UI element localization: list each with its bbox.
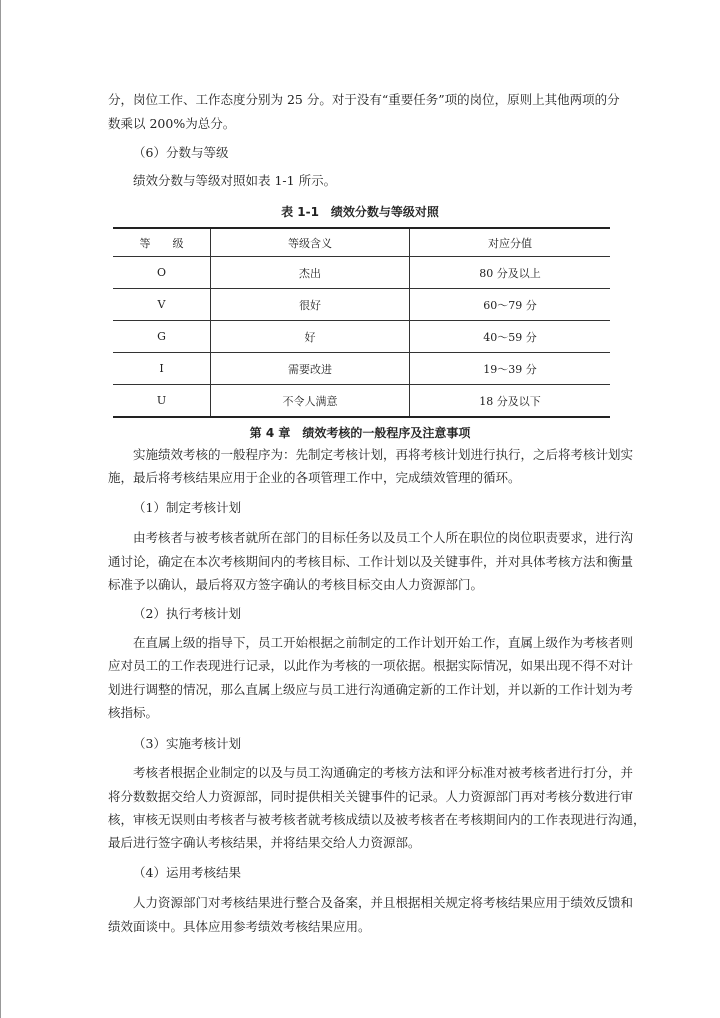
grade-table bbox=[113, 227, 610, 418]
step-line: 核指标。 bbox=[108, 705, 159, 720]
step-line: 绩效面谈中。具体应用参考绩效考核结果应用。 bbox=[108, 919, 371, 934]
table-row bbox=[113, 353, 610, 385]
cell: 不令人满意 bbox=[211, 385, 410, 418]
column-header: 对应分值 bbox=[410, 228, 611, 257]
step-heading: （3）实施考核计划 bbox=[133, 736, 241, 751]
step-line: 由考核者与被考核者就所在部门的目标任务以及员工个人所在职位的岗位职责要求，进行沟 bbox=[133, 530, 634, 545]
step-line: 最后进行签字确认考核结果，并将结果交给人力资源部。 bbox=[108, 835, 421, 850]
table-header-row bbox=[113, 228, 610, 257]
step-line: 将分数数据交给人力资源部，同时提供相关关键事件的记录。人力资源部门再对考核分数进行审 bbox=[108, 789, 634, 804]
cell: 60～79 分 bbox=[410, 289, 611, 321]
cell: U bbox=[113, 385, 211, 418]
cell: 很好 bbox=[211, 289, 410, 321]
intro-line: 分，岗位工作、工作态度分别为 25 分。对于没有“重要任务”项的岗位，原则上其他两项的分 bbox=[108, 92, 620, 107]
chapter-title: 第 4 章 绩效考核的一般程序及注意事项 bbox=[249, 426, 471, 440]
intro-line: 数乘以 200%为总分。 bbox=[108, 116, 236, 131]
cell: 40～59 分 bbox=[410, 321, 611, 353]
step-line: 划进行调整的情况，那么直属上级应与员工进行沟通确定新的工作计划，并以新的工作计划为考 bbox=[108, 682, 634, 697]
step-heading: （2）执行考核计划 bbox=[133, 606, 241, 621]
step-heading: （1）制定考核计划 bbox=[133, 500, 241, 515]
cell: 18 分及以下 bbox=[410, 385, 611, 418]
step-line: 标准予以确认，最后将双方签字确认的考核目标交由人力资源部门。 bbox=[108, 577, 484, 592]
cell: G bbox=[113, 321, 211, 353]
table-row bbox=[113, 257, 610, 289]
step-line: 核，审核无误则由考核者与被考核者就考核成绩以及被考核者在考核期间内的工作表现进行沟通， bbox=[108, 812, 646, 827]
section-heading: （6）分数与等级 bbox=[133, 145, 229, 160]
column-header: 等级含义 bbox=[211, 228, 410, 257]
table-caption: 表 1-1 绩效分数与等级对照 bbox=[281, 205, 439, 219]
step-heading: （4）运用考核结果 bbox=[133, 865, 241, 880]
step-line: 人力资源部门对考核结果进行整合及备案，并且根据相关规定将考核结果应用于绩效反馈和 bbox=[133, 895, 634, 910]
chapter-intro-line: 施，最后将考核结果应用于企业的各项管理工作中，完成绩效管理的循环。 bbox=[108, 470, 521, 485]
section-text: 绩效分数与等级对照如表 1-1 所示。 bbox=[133, 173, 337, 188]
cell: 杰出 bbox=[211, 257, 410, 289]
step-line: 应对员工的工作表现进行记录，以此作为考核的一项依据。根据实际情况，如果出现不得不对计 bbox=[108, 658, 634, 673]
cell: 19～39 分 bbox=[410, 353, 611, 385]
page-edge bbox=[0, 0, 1, 1018]
cell: V bbox=[113, 289, 211, 321]
cell: O bbox=[113, 257, 211, 289]
chapter-intro-line: 实施绩效考核的一般程序为：先制定考核计划，再将考核计划进行执行，之后将考核计划实 bbox=[133, 447, 634, 462]
step-line: 在直属上级的指导下，员工开始根据之前制定的工作计划开始工作，直属上级作为考核者则 bbox=[133, 635, 634, 650]
step-line: 考核者根据企业制定的以及与员工沟通确定的考核方法和评分标准对被考核者进行打分，并 bbox=[133, 765, 634, 780]
cell: 80 分及以上 bbox=[410, 257, 611, 289]
table-row bbox=[113, 321, 610, 353]
table-row bbox=[113, 289, 610, 321]
step-line: 通讨论，确定在本次考核期间内的考核目标、工作计划以及关键事件，并对具体考核方法和衡量 bbox=[108, 554, 634, 569]
cell: I bbox=[113, 353, 211, 385]
cell: 好 bbox=[211, 321, 410, 353]
column-header: 等 级 bbox=[113, 228, 211, 257]
table-row bbox=[113, 385, 610, 418]
cell: 需要改进 bbox=[211, 353, 410, 385]
